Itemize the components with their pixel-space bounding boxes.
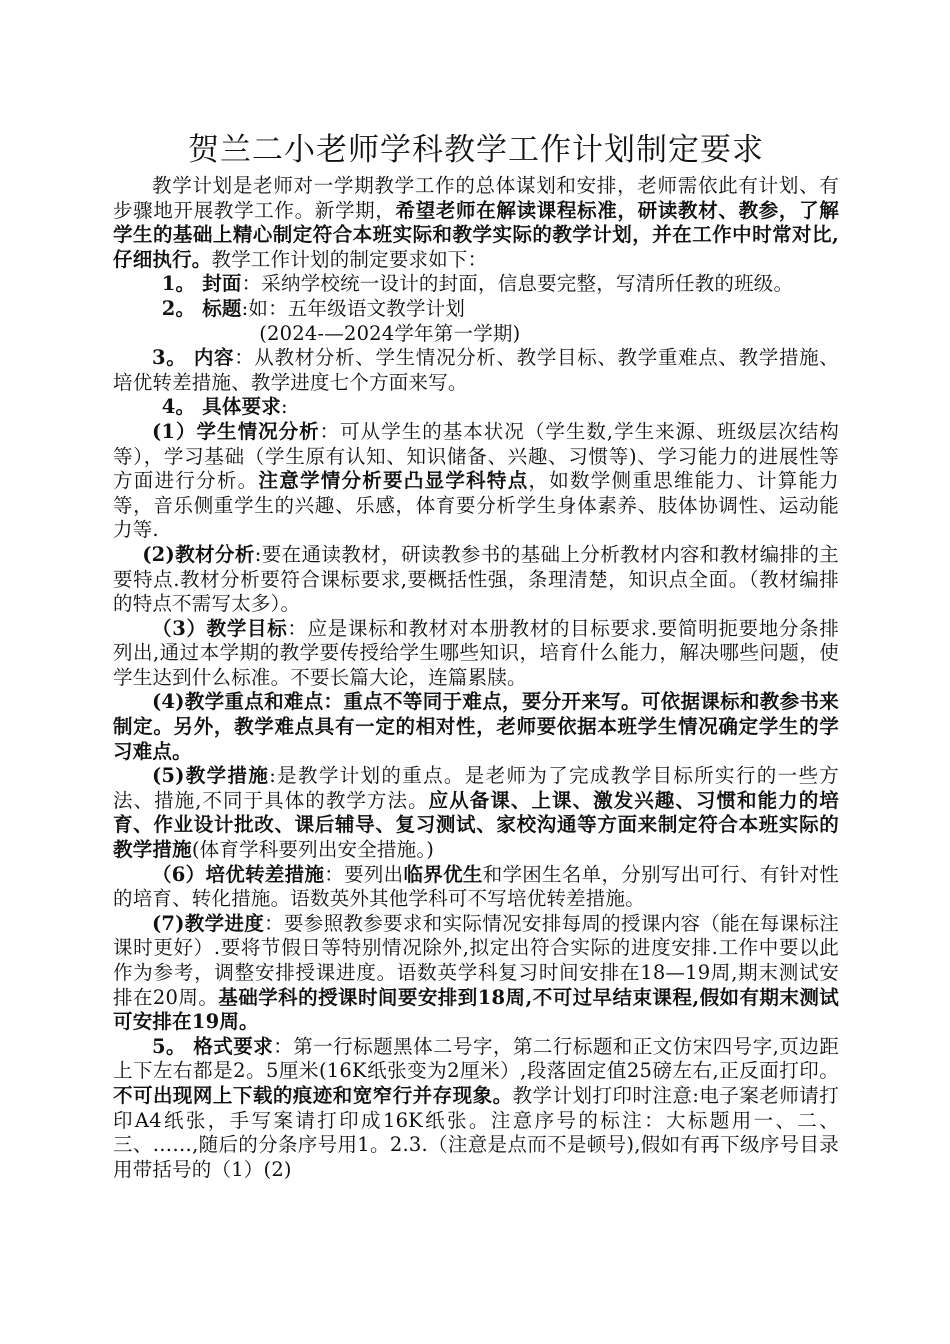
req-tutoring-measures-heading: （6）培优转差措施 — [152, 862, 325, 886]
document-page — [113, 128, 839, 1182]
section-title — [113, 297, 839, 322]
section-format-emphasis: 不可出现网上下载的痕迹和宽窄行并存现象。 — [113, 1083, 513, 1107]
req-teaching-schedule-heading: (7)教学进度 — [152, 911, 265, 935]
section-format-heading: 5。 格式要求 — [152, 1034, 274, 1058]
intro-paragraph — [113, 174, 839, 272]
req-teaching-schedule — [113, 912, 839, 1035]
section-requirements-heading: 4。 具体要求 — [161, 395, 282, 419]
section-content — [113, 346, 839, 395]
section-requirements-colon: : — [281, 395, 288, 419]
req-teaching-schedule-text: ：要参照教参要求和实际情况安排每周的授课内容（能在每课标注课时更好）.要将节假日等特别情况除外,拟定出符合实际的进度安排.工作中要以此作为参考，调整安排授课进度。语数英学科复习时间安排在18—19周,期末测试安排在20周。 — [113, 911, 839, 1009]
req-tutoring-measures-tail: 和学困生名单，分别写出可行、有针对性的培育、转化措施。语数英外其他学科可不写培优转差措施。 — [113, 862, 839, 911]
req-teaching-schedule-emphasis: 基础学科的授课时间要安排到18周,不可过早结束课程,假如有期末测试可安排在19周。 — [113, 985, 839, 1034]
req-teaching-goals-heading: （3）教学目标 — [152, 616, 288, 640]
req-student-analysis-tail: ，如数学侧重思维能力、计算能力等，音乐侧重学生的兴趣、乐感，体育要分析学生身体素养、肢体协调性、运动能力等. — [113, 469, 839, 542]
req-student-analysis — [113, 420, 839, 543]
section-title-text: :如：五年级语文教学计划 — [241, 296, 466, 320]
req-teaching-goals-text: ：应是课标和教材对本册教材的目标要求.要简明扼要地分条排列出,通过本学期的教学要传授给学生哪些知识，培育什么能力，解决哪些问题，使学生达到什么标准。不要长篇大论，连篇累牍。 — [113, 616, 839, 689]
section-format-text: ：第一行标题黑体二号字，第二行标题和正文仿宋四号字,页边距上下左右都是2。5厘米(16K纸张变为2厘米）,段落固定值25磅左右,正反面打印。 — [113, 1034, 840, 1083]
section-content-text: ：从教材分析、学生情况分析、教学目标、教学重难点、教学措施、培优转差措施、教学进度七个方面来写。 — [113, 346, 839, 394]
req-teaching-measures-heading: (5)教学措施 — [152, 764, 270, 788]
req-teaching-measures-tail: (体育学科要列出安全措施。) — [191, 838, 435, 862]
req-textbook-analysis — [113, 543, 839, 617]
req-teaching-measures — [113, 764, 839, 862]
document-title: 贺兰二小老师学科教学工作计划制定要求 — [188, 132, 764, 168]
intro-text: 教学计划是老师对一学期教学工作的总体谋划和安排，老师需依此有计划、有步骤地开展教学工作。新学期， — [113, 174, 839, 222]
section-title-heading: 2。 标题 — [161, 296, 242, 320]
req-key-points: (4)教学重点和难点：重点不等同于难点，要分开来写。可依据课标和教参书来制定。另外，教学难点具有一定的相对性，老师要依据本班学生情况确定学生的学习难点。 — [113, 690, 839, 763]
section-cover — [113, 272, 839, 297]
req-teaching-measures-emphasis: 应从备课、上课、激发兴趣、习惯和能力的培育、作业设计批改、课后辅导、复习测试、家校沟通等方面来制定符合本班实际的教学措施 — [113, 788, 839, 862]
req-tutoring-measures-text: ：要列出 — [324, 862, 404, 886]
req-textbook-analysis-heading: (2)教材分析 — [142, 542, 255, 566]
section-cover-text: ：采纳学校统一设计的封面，信息要完整，写清所任教的班级。 — [241, 272, 794, 296]
section-format — [113, 1035, 839, 1183]
intro-emphasis: 希望老师在解读课程标准，研读教材、教参，了解学生的基础上精心制定符合本班实际和教学实际的教学计划，并在工作中时常对比,仔细执行。 — [113, 198, 839, 271]
req-student-analysis-emphasis: 注意学情分析要凸显学科特点 — [258, 469, 529, 493]
section-title-subline: (2024-—2024学年第一学期) — [259, 321, 521, 345]
req-teaching-measures-text: :是教学计划的重点。是老师为了完成教学目标所实行的一些方法、措施,不同于具体的教学方法。 — [113, 764, 839, 812]
intro-tail: 教学工作计划的制定要求如下： — [211, 247, 488, 271]
section-requirements — [113, 395, 839, 420]
req-textbook-analysis-text: :要在通读教材，研读教参书的基础上分析教材内容和教材编排的主要特点.教材分析要符合课标要求,要概括性强，条理清楚，知识点全面。（教材编排的特点不需写太多）。 — [113, 542, 840, 616]
req-student-analysis-text: ：可从学生的基本状况（学生数,学生来源、班级层次结构等），学习基础（学生原有认知、知识储备、兴趣、习惯等)、学习能力的进展性等方面进行分析。 — [113, 419, 839, 493]
section-format-tail: 教学计划打印时注意:电子案老师请打印A4纸张，手写案请打印成16K纸张。注意序号的标注：大标题用一、二、三、……,随后的分条序号用1。2.3.（注意是点而不是顿号),假如有再下级序号目录用带括号的（1）(2) — [113, 1083, 839, 1181]
req-student-analysis-heading: (1）学生情况分析 — [152, 419, 320, 443]
section-content-heading: 3。 内容 — [152, 346, 235, 370]
req-tutoring-measures — [113, 863, 839, 912]
section-cover-heading: 1。 封面 — [161, 272, 242, 296]
req-teaching-goals — [113, 617, 839, 691]
req-tutoring-measures-emphasis: 临界优生 — [403, 862, 483, 886]
